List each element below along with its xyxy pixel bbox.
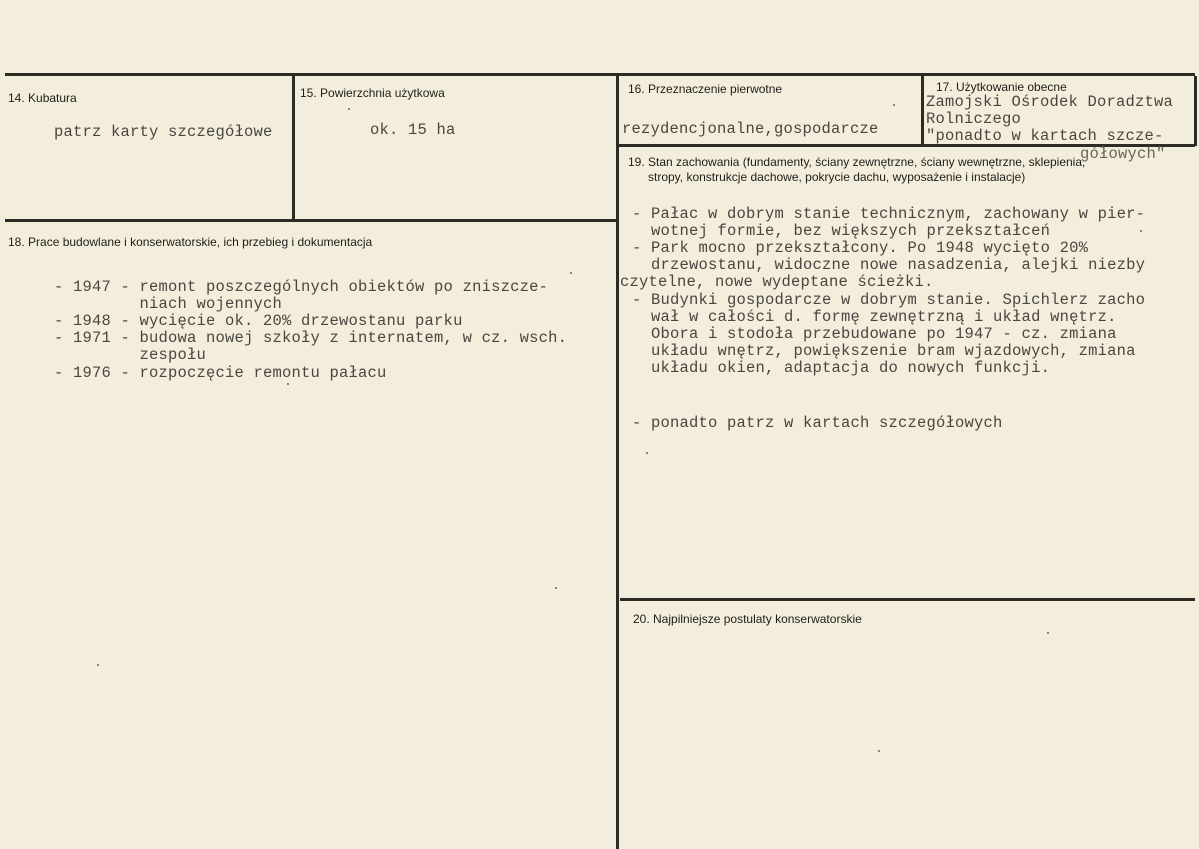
field-19-line-10: układu okien, adaptacja do nowych funkcji. [632,359,1051,377]
field-17-line-4: gółowych" [1080,145,1166,163]
paper-speck [570,272,572,274]
paper-speck [348,108,350,110]
field-18-line-5: zespołu [54,346,207,364]
paper-speck [555,587,557,589]
field-17-label: 17. Użytkowanie obecne [936,80,1067,94]
main-vertical-divider [616,76,619,849]
field-15-value: ok. 15 ha [370,121,456,139]
field-19-line-6: - Budynki gospodarcze w dobrym stanie. Spichlerz zacho [632,291,1146,309]
field-17-line-1: Zamojski Ośrodek Doradztwa [926,93,1174,111]
field-19-label-line-1: 19. Stan zachowania (fundamenty, ściany zewnętrzne, ściany wewnętrzne, sklepienia, [628,155,1086,169]
field-18-line-4: - 1971 - budowa nowej szkoły z internatem, w cz. wsch. [54,329,568,347]
right-border [1194,76,1197,146]
field-18-label: 18. Prace budowlane i konserwatorskie, ich przebieg i dokumentacja [8,235,373,249]
paper-speck [287,383,289,385]
field-19-line-3: - Park mocno przekształcony. Po 1948 wycięto 20% [632,239,1089,257]
field-19-clip [620,204,1194,444]
field-18-line-2: niach wojennych [54,295,283,313]
field-18-clip [52,276,614,396]
paper-speck [893,104,895,106]
field-15-label: 15. Powierzchnia użytkowa [300,86,445,100]
paper-speck [97,664,99,666]
field-20-label: 20. Najpilniejsze postulaty konserwatorskie [633,612,862,626]
field-18-line-1: - 1947 - remont poszczególnych obiektów po zniszcze- [54,278,549,296]
divider-14-15 [292,76,295,222]
field-16-value: rezydencjonalne,gospodarcze [622,120,879,138]
field-17-line-3: "ponadto w kartach szcze- [926,127,1164,144]
field-19-line-2: wotnej formie, bez większych przekształceń [632,222,1051,240]
paper-speck [646,452,648,454]
top-rule [5,73,1195,76]
field-18-line-3: - 1948 - wycięcie ok. 20% drzewostanu parku [54,312,463,330]
paper-speck [878,750,880,752]
paper-speck [1140,230,1142,232]
field-14-value: patrz karty szczegółowe [54,123,273,141]
field-19-label-line-2: stropy, konstrukcje dachowe, pokrycie dachu, wyposażenie i instalacje) [648,170,1026,184]
field-17-line-2: Rolniczego [926,110,1022,128]
field-19-line-7: wał w całości d. formę zewnętrzną i układ wnętrz. [632,308,1117,326]
field-14-label: 14. Kubatura [8,91,77,105]
rule-above-20 [620,598,1195,601]
field-14-clip [52,120,292,144]
field-19-line-9: układu wnętrz, powiększenie bram wjazdowych, zmiana [632,342,1136,360]
field-19-extra: - ponadto patrz w kartach szczegółowych [632,414,1003,432]
field-19-line-8: Obora i stodoła przebudowane po 1947 - cz. zmiana [632,325,1117,343]
field-19-line-1: - Pałac w dobrym stanie technicznym, zachowany w pier- [632,205,1146,223]
paper-speck [1047,632,1049,634]
field-16-label: 16. Przeznaczenie pierwotne [628,82,783,96]
rule-under-14-15 [5,219,617,222]
field-17-clip [925,92,1194,144]
divider-16-17 [921,76,924,146]
field-19-line-5: czytelne, nowe wydeptane ścieżki. [620,273,934,291]
field-18-line-6: - 1976 - rozpoczęcie remontu pałacu [54,364,387,382]
field-19-line-4: drzewostanu, widoczne nowe nasadzenia, alejki niezby [632,256,1146,274]
